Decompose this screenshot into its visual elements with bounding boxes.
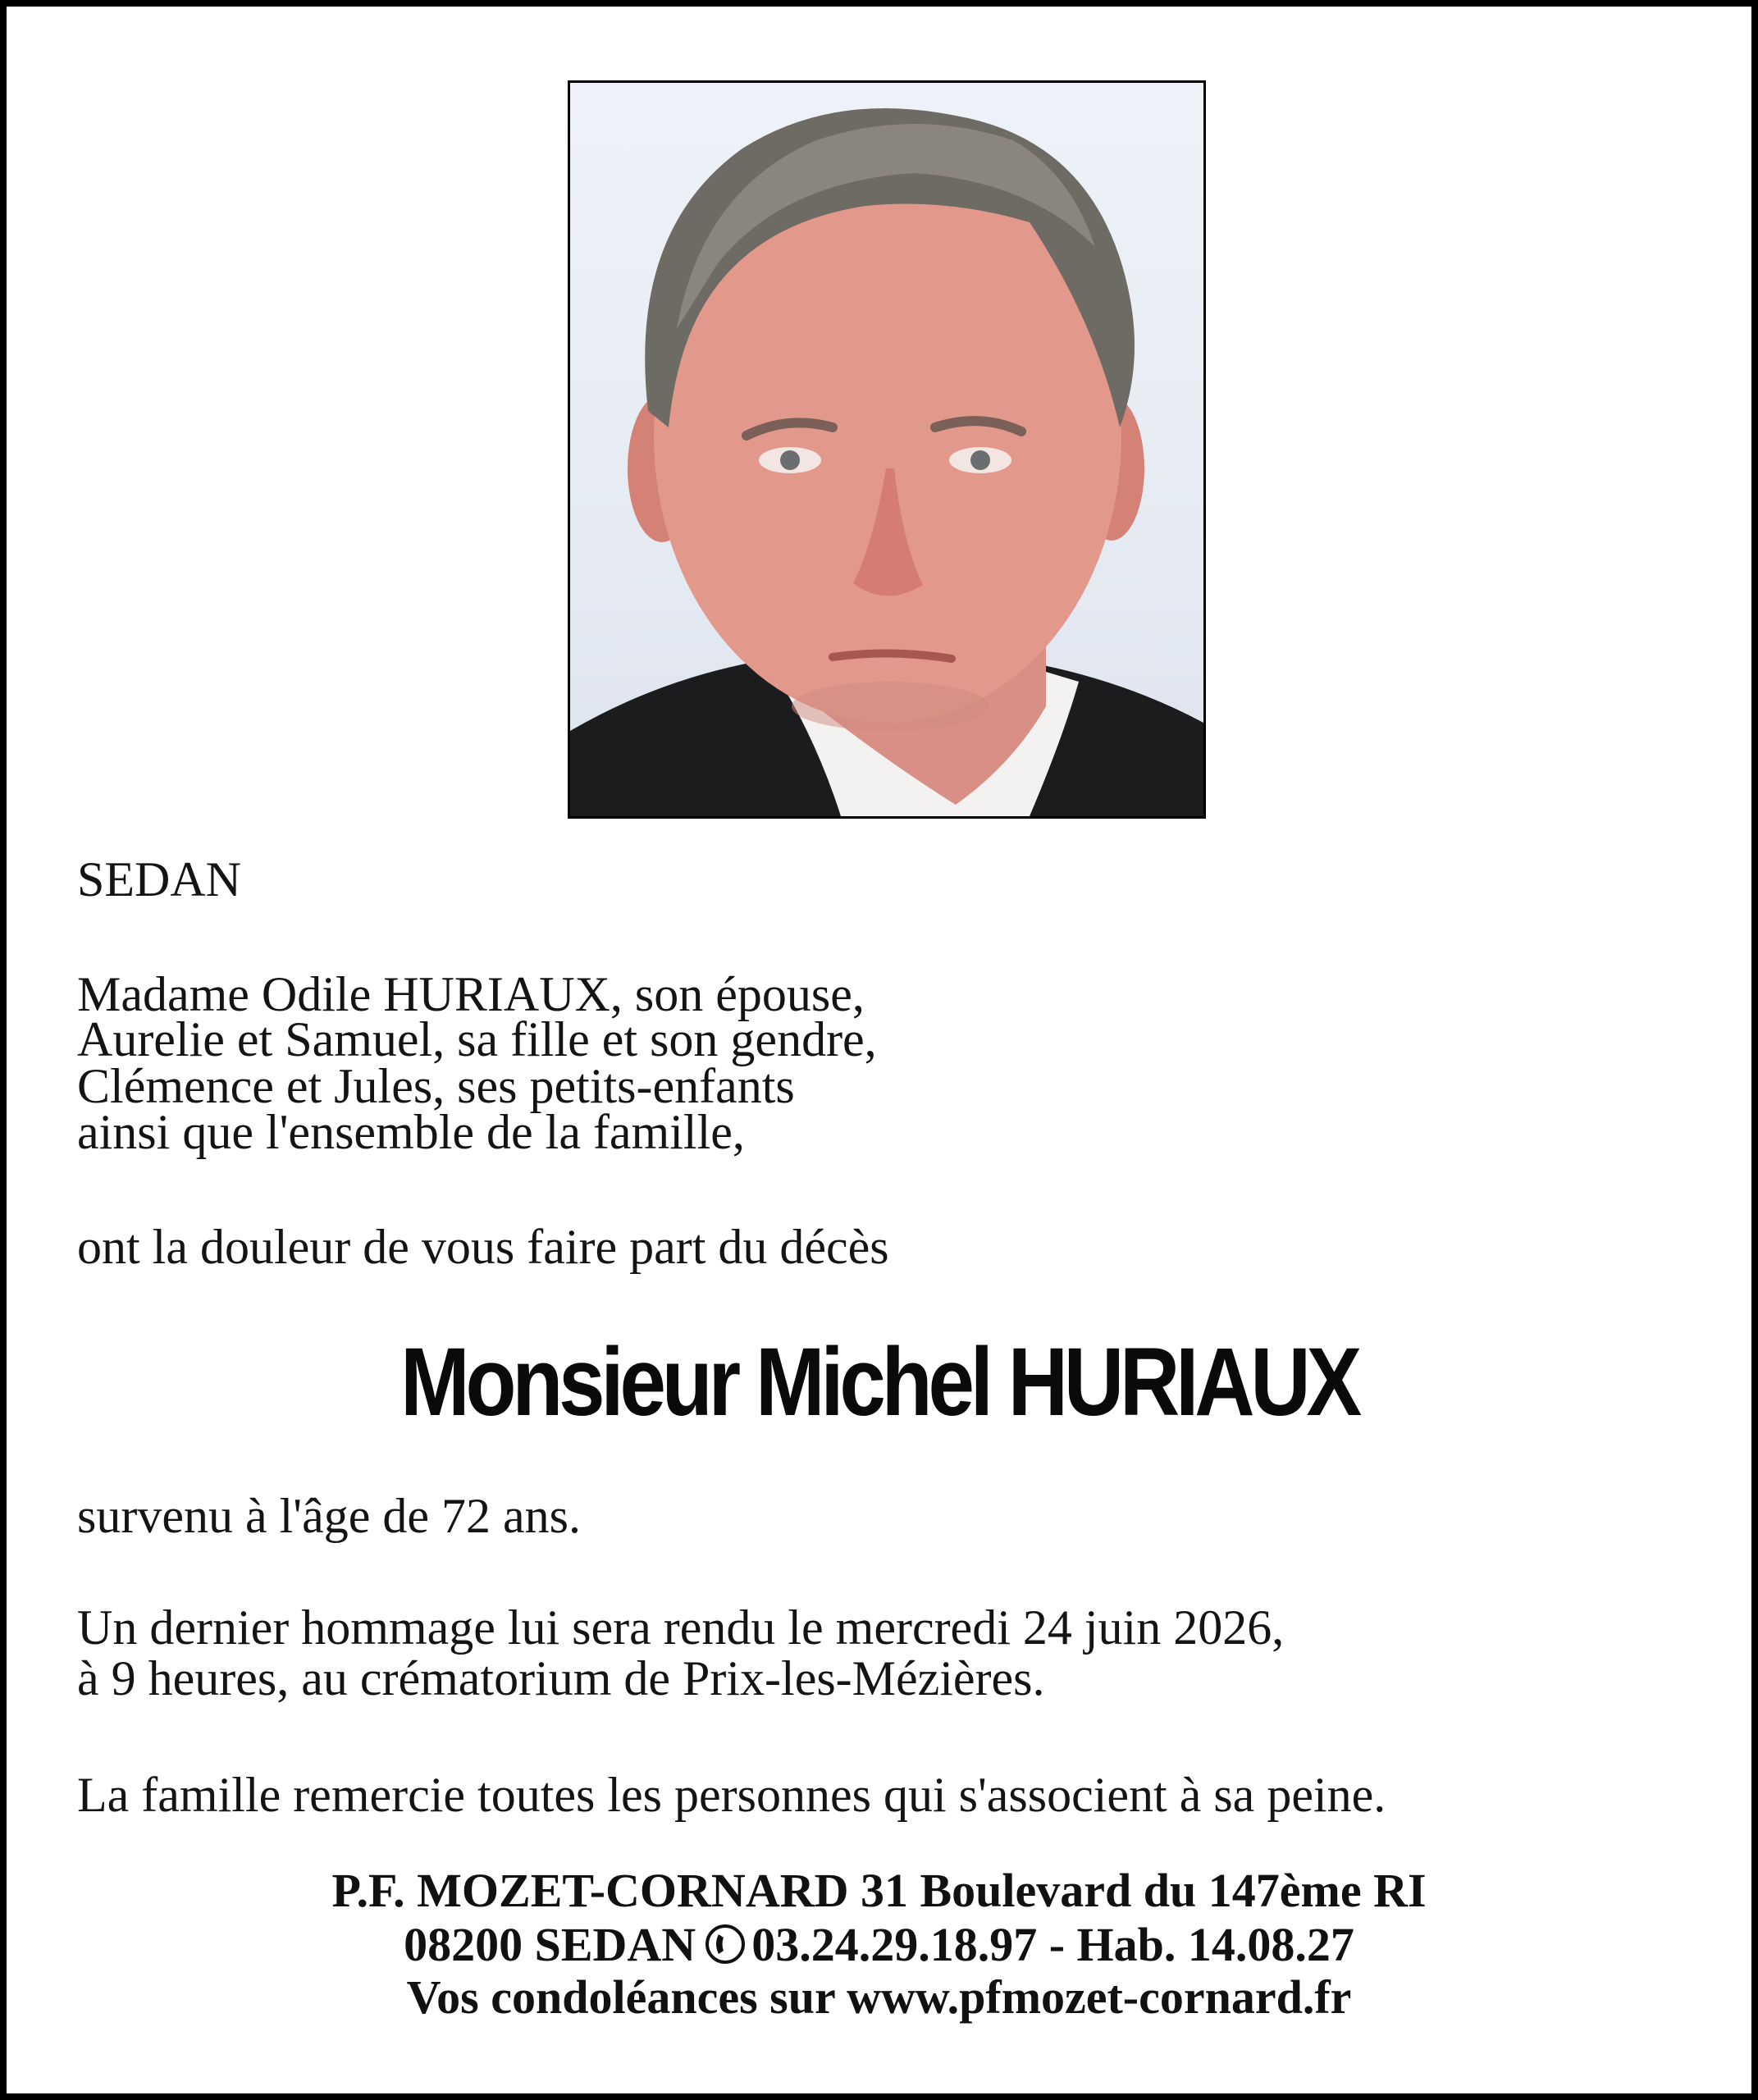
funeral-home-line-1: P.F. MOZET-CORNARD 31 Boulevard du 147ème RI [331, 1864, 1427, 1917]
ceremony-line-1: Un dernier hommage lui sera rendu le mercredi 24 juin 2026, [77, 1600, 1285, 1655]
phone-icon [704, 1923, 747, 1965]
family-line-2: Aurelie et Samuel, sa fille et son gendre, [77, 1012, 877, 1066]
condolences-line: Vos condoléances sur www.pfmozet-cornard.fr [406, 1970, 1352, 2024]
age-line: survenu à l'âge de 72 ans. [77, 1489, 581, 1543]
portrait-photo [568, 80, 1206, 819]
funeral-home-line-2 [7, 1918, 1751, 1971]
announcement: ont la douleur de vous faire part du décès [77, 1220, 889, 1274]
ceremony-line-2: à 9 heures, au crématorium de Prix-les-Mézières. [77, 1651, 1045, 1705]
family-line-1: Madame Odile HURIAUX, son épouse, [77, 967, 865, 1021]
family-line-3: Clémence et Jules, ses petits-enfants [77, 1059, 795, 1113]
family-line-4: ainsi que l'ensemble de la famille, [77, 1105, 745, 1159]
thanks-line: La famille remercie toutes les personnes qui s'associent à sa peine. [77, 1768, 1386, 1822]
phone-and-license: 03.24.29.18.97 - Hab. 14.08.27 [751, 1918, 1354, 1971]
city: SEDAN [77, 852, 242, 906]
postcode-city: 08200 SEDAN [404, 1918, 696, 1971]
deceased-name: Monsieur Michel HURIAUX [400, 1328, 1358, 1436]
